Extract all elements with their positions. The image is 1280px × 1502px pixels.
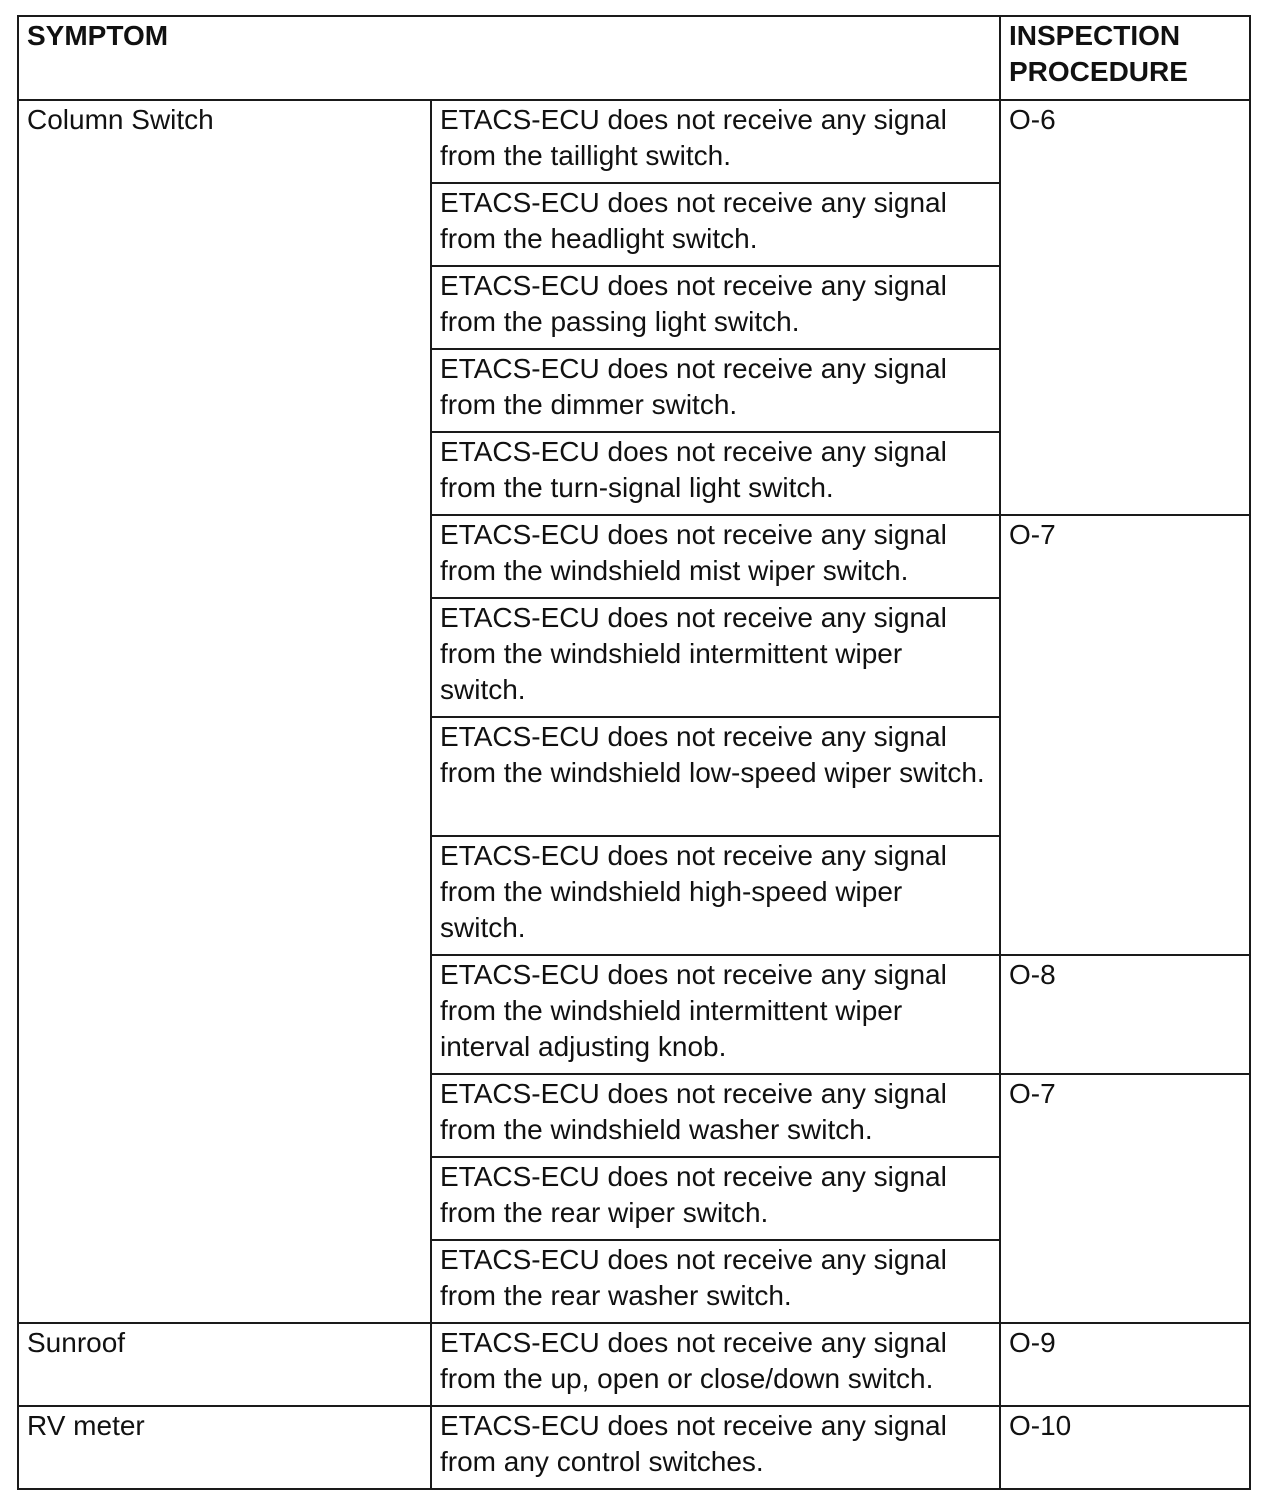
description-cell: ETACS-ECU does not receive any signal from the windshield intermittent wiper interval adjusting knob. [431, 955, 1000, 1074]
description-cell: ETACS-ECU does not receive any signal from the passing light switch. [431, 266, 1000, 349]
table-row [18, 1323, 1250, 1406]
description-cell: ETACS-ECU does not receive any signal from the up, open or close/down switch. [431, 1323, 1000, 1406]
table-row [18, 1406, 1250, 1489]
description-cell: ETACS-ECU does not receive any signal from the turn-signal light switch. [431, 432, 1000, 515]
symptom-cell: RV meter [18, 1406, 431, 1489]
description-cell: ETACS-ECU does not receive any signal from the windshield mist wiper switch. [431, 515, 1000, 598]
procedure-cell: O-6 [1000, 100, 1250, 515]
description-cell: ETACS-ECU does not receive any signal from any control switches. [431, 1406, 1000, 1489]
procedure-cell: O-7 [1000, 515, 1250, 955]
description-cell: ETACS-ECU does not receive any signal from the taillight switch. [431, 100, 1000, 183]
description-cell: ETACS-ECU does not receive any signal from the rear wiper switch. [431, 1157, 1000, 1240]
description-cell: ETACS-ECU does not receive any signal from the headlight switch. [431, 183, 1000, 266]
description-cell: ETACS-ECU does not receive any signal from the windshield intermittent wiper switch. [431, 598, 1000, 717]
description-cell: ETACS-ECU does not receive any signal from the windshield low-speed wiper switch. [431, 717, 1000, 836]
procedure-cell: O-9 [1000, 1323, 1250, 1406]
procedure-cell: O-8 [1000, 955, 1250, 1074]
symptom-table [17, 15, 1251, 1490]
inspection-procedure-header: INSPECTION PROCEDURE [1000, 16, 1250, 100]
description-cell: ETACS-ECU does not receive any signal from the windshield high-speed wiper switch. [431, 836, 1000, 955]
description-cell: ETACS-ECU does not receive any signal from the dimmer switch. [431, 349, 1000, 432]
symptom-header: SYMPTOM [18, 16, 1000, 100]
description-cell: ETACS-ECU does not receive any signal from the rear washer switch. [431, 1240, 1000, 1323]
symptom-cell: Sunroof [18, 1323, 431, 1406]
description-cell: ETACS-ECU does not receive any signal from the windshield washer switch. [431, 1074, 1000, 1157]
procedure-cell: O-7 [1000, 1074, 1250, 1323]
procedure-cell: O-10 [1000, 1406, 1250, 1489]
table-row [18, 100, 1250, 183]
header-row [18, 16, 1250, 100]
symptom-cell: Column Switch [18, 100, 431, 1323]
